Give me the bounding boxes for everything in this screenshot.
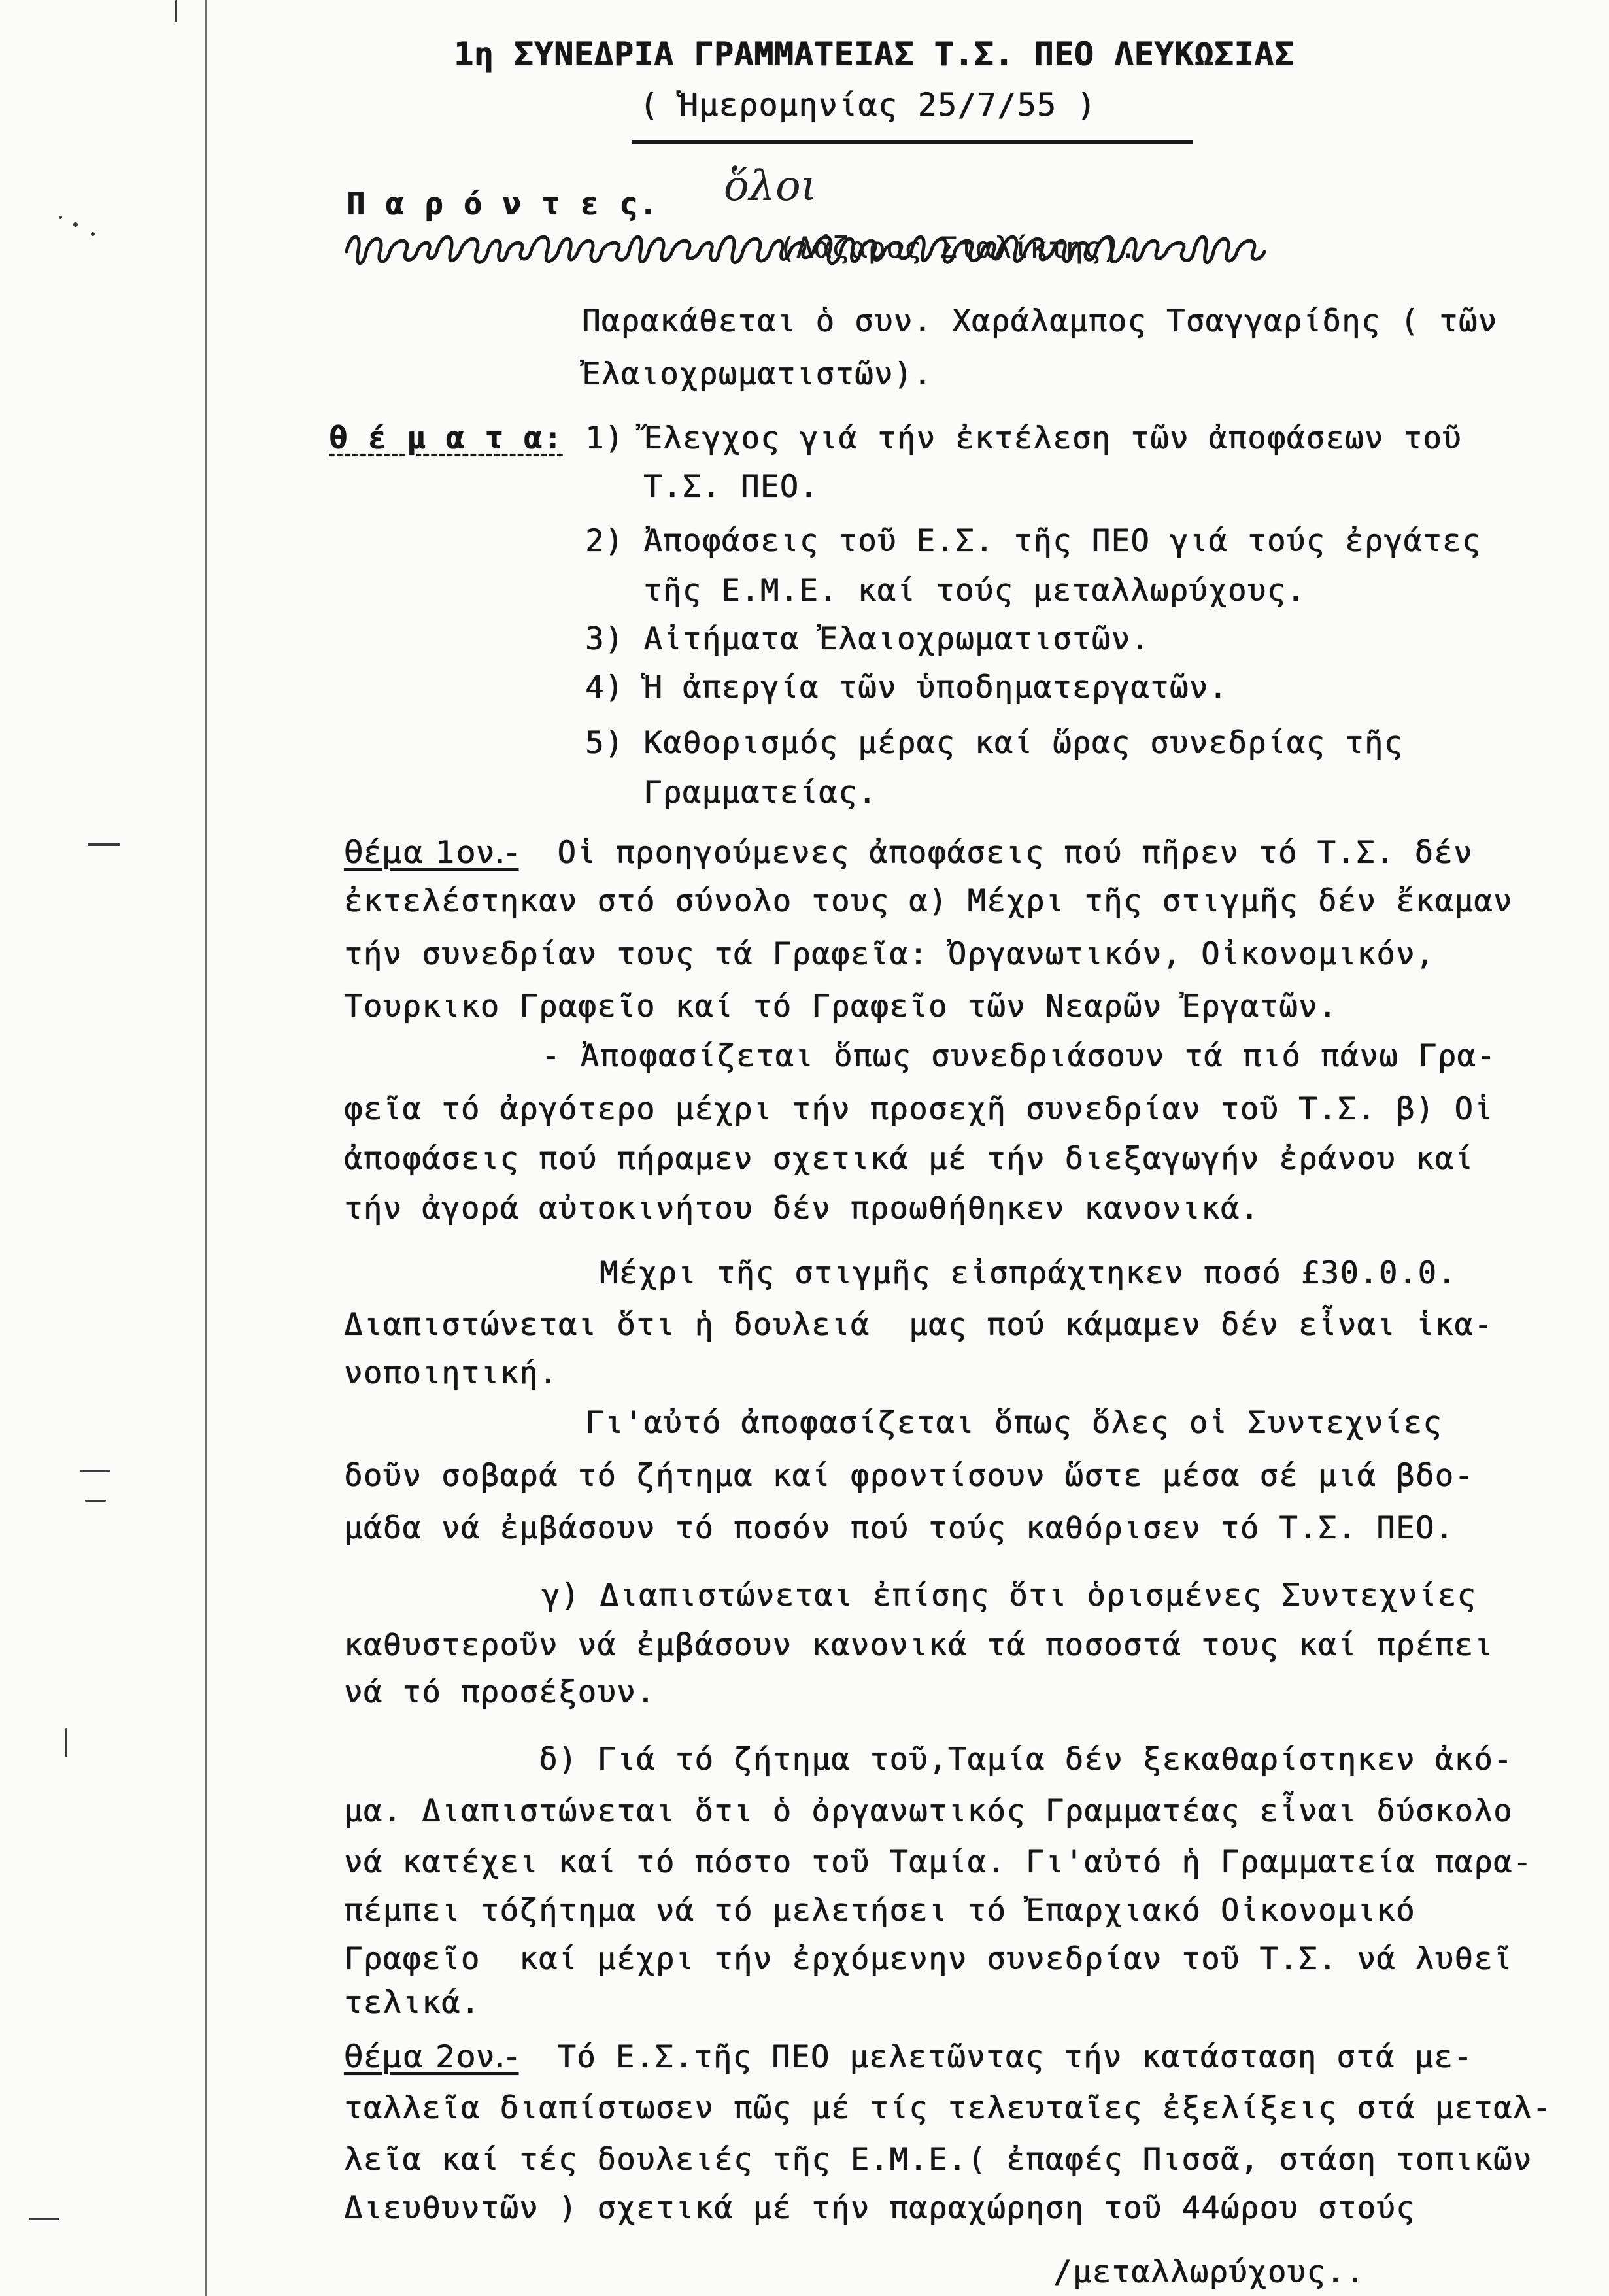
document-title: 1η ΣΥΝΕΔΡΙΑ ΓΡΑΜΜΑΤΕΙΑΣ Τ.Σ. ΠΕΟ ΛΕΥΚΩΣΙΑΣ (454, 35, 1295, 73)
topic-1-line: ἐκτελέστηκαν στό σύνολο τους α) Μέχρι τῆς στιγμῆς δέν ἔκαμαν (344, 883, 1513, 919)
topic-1-line: Γραφεῖο καί μέχρι τήν ἐρχόμενην συνεδρίαν τοῦ Τ.Σ. νά λυθεῖ (344, 1941, 1513, 1977)
margin-mark (88, 843, 120, 846)
agenda-item: 3) Αἰτήματα Ἐλαιοχρωματιστῶν. (585, 621, 1151, 657)
attendance-line: Ἐλαιοχρωματιστῶν). (582, 356, 933, 392)
margin-mark (175, 0, 177, 22)
topic-1-line: Μέχρι τῆς στιγμῆς εἰσπράχτηκεν ποσό £30.0.0. (600, 1255, 1457, 1291)
topic-1-line: νοποιητική. (344, 1355, 558, 1391)
handwritten-note: ὅλοι (724, 162, 817, 211)
header-underline (632, 140, 1193, 144)
margin-mark (29, 2218, 59, 2220)
topic-1-first-line (344, 835, 1473, 871)
agenda-item: Τ.Σ. ΠΕΟ. (643, 469, 819, 505)
topic-2-heading: θέμα 2ον.- (344, 2039, 518, 2075)
present-label: Π α ρ ό ν τ ε ς. (347, 186, 658, 222)
margin-mark (85, 1500, 106, 1502)
topic-2-line: ταλλεῖα διαπίστωσεν πῶς μέ τίς τελευταῖες ἐξελίξεις στά μεταλ- (344, 2090, 1552, 2126)
margin-mark (73, 222, 78, 227)
struck-out-line: (Λάζαρος Σταλίκτης). (778, 231, 1138, 265)
topic-1-line: μάδα νά ἐμβάσουν τό ποσόν πού τούς καθόρισεν τό Τ.Σ. ΠΕΟ. (344, 1510, 1455, 1546)
topic-1-line: τήν συνεδρίαν τους τά Γραφεῖα: Ὀργανωτικόν, Οἰκονομικόν, (344, 936, 1435, 972)
page-continuation: /μεταλλωρύχους.. (1053, 2254, 1365, 2290)
agenda-label: θ έ μ α τ α: (329, 420, 563, 456)
topic-1-line: Γι'αὐτό ἀποφασίζεται ὅπως ὅλες οἱ Συντεχνίες (585, 1405, 1443, 1441)
topic-1-line: Διαπιστώνεται ὅτι ἡ δουλειά μας πού κάμαμεν δέν εἶναι ἱκα- (344, 1307, 1493, 1343)
agenda-item: Γραμματείας. (643, 775, 877, 811)
topic-1-line: καθυστεροῦν νά ἐμβάσουν κανονικά τά ποσοστά τους καί πρέπει (344, 1627, 1493, 1663)
margin-mark (91, 232, 95, 236)
topic-2-line: λεῖα καί τές δουλειές τῆς Ε.Μ.Ε.( ἐπαφές Πισσᾶ, στάση τοπικῶν (344, 2142, 1533, 2178)
topic-1-line: δ) Γιά τό ζήτημα τοῦ,Ταμία δέν ξεκαθαρίστηκεν ἀκό- (539, 1742, 1513, 1778)
topic-2-first-line (344, 2039, 1473, 2076)
topic-1-line: Τουρκικο Γραφεῖο καί τό Γραφεῖο τῶν Νεαρῶν Ἐργατῶν. (344, 988, 1338, 1024)
topic-1-text: Οἱ προηγούμενες ἀποφάσεις πού πῆρεν τό Τ.Σ. δέν (518, 835, 1473, 871)
topic-1-line: δοῦν σοβαρά τό ζήτημα καί φροντίσουν ὥστε μέσα σέ μιά βδο- (344, 1458, 1474, 1494)
margin-mark (59, 216, 62, 219)
margin-mark (80, 1470, 110, 1472)
topic-1-line: - Ἀποφασίζεται ὅπως συνεδριάσουν τά πιό πάνω Γρα- (541, 1038, 1497, 1074)
topic-1-heading: θέμα 1ον.- (344, 835, 518, 871)
topic-2-text: Τό Ε.Σ.τῆς ΠΕΟ μελετῶντας τήν κατάσταση στά με- (518, 2039, 1473, 2075)
agenda-item: 1) Ἔλεγχος γιά τήν ἐκτέλεση τῶν ἀποφάσεων τοῦ (585, 420, 1462, 456)
topic-1-line: φεῖα τό ἀργότερο μέχρι τήν προσεχῆ συνεδρίαν τοῦ Τ.Σ. β) Οἱ (344, 1091, 1493, 1127)
agenda-item: 2) Ἀποφάσεις τοῦ Ε.Σ. τῆς ΠΕΟ γιά τούς ἐργάτες (585, 523, 1482, 559)
document-date: ( Ἡμερομηνίας 25/7/55 ) (639, 87, 1097, 124)
margin-mark (65, 1728, 67, 1757)
topic-1-line: γ) Διαπιστώνεται ἐπίσης ὅτι ὁρισμένες Συντεχνίες (541, 1578, 1477, 1613)
agenda-item: 4) Ἡ ἀπεργία τῶν ὑποδηματεργατῶν. (585, 669, 1228, 705)
topic-1-line: ἀποφάσεις πού πήραμεν σχετικά μέ τήν διεξαγωγήν ἐράνου καί (344, 1141, 1474, 1177)
topic-1-line: μα. Διαπιστώνεται ὅτι ὁ ὀργανωτικός Γραμματέας εἶναι δύσκολο (344, 1793, 1513, 1829)
topic-1-line: πέμπει τόζήτημα νά τό μελετήσει τό Ἐπαρχιακό Οἰκονομικό (344, 1893, 1415, 1929)
scribble-strikeout (347, 226, 1255, 278)
topic-1-line: τήν ἀγορά αὐτοκινήτου δέν προωθήθηκεν κανονικά. (344, 1190, 1260, 1226)
agenda-item: 5) Καθορισμός μέρας καί ὥρας συνεδρίας τῆς (585, 725, 1404, 761)
topic-1-line: τελικά. (344, 1985, 481, 2021)
margin-rule (205, 0, 207, 2296)
topic-1-line: νά τό προσέξουν. (344, 1674, 656, 1710)
attendance-line: Παρακάθεται ὁ συν. Χαράλαμπος Τσαγγαρίδης ( τῶν (582, 303, 1498, 339)
topic-2-line: Διευθυντῶν ) σχετικά μέ τήν παραχώρηση τοῦ 44ώρου στούς (344, 2190, 1415, 2226)
agenda-item: τῆς Ε.Μ.Ε. καί τούς μεταλλωρύχους. (643, 573, 1306, 609)
topic-1-line: νά κατέχει καί τό πόστο τοῦ Ταμία. Γι'αὐτό ἡ Γραμματεία παρα- (344, 1844, 1533, 1880)
